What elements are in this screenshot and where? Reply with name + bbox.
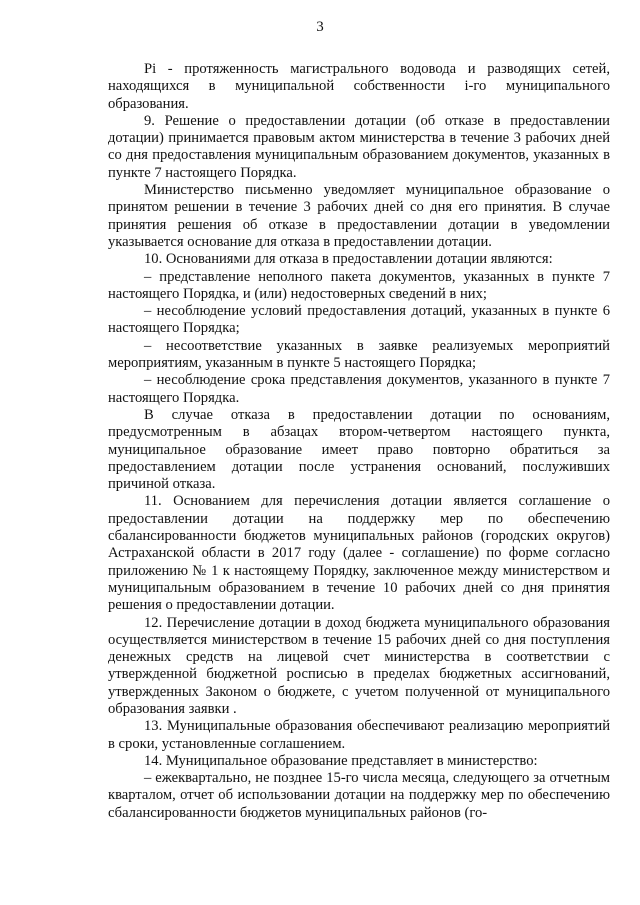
document-body	[108, 61, 610, 822]
paragraph: – несоответствие указанных в заявке реализуемых мероприятий мероприятиям, указанным в пункте 5 настоящего Порядка;	[108, 337, 610, 372]
paragraph: 13. Муниципальные образования обеспечивают реализацию мероприятий в сроки, установленные соглашением.	[108, 718, 610, 752]
paragraph: – представление неполного пакета документов, указанных в пункте 7 настоящего Порядка, и (или) недостоверных сведений в них;	[108, 268, 610, 302]
paragraph: Министерство письменно уведомляет муниципальное образование о принятом решении в течение 3 рабочих дней со дня его принятия. В случае принятия решения об отказе в предоставлении дотации в уведомлении указывается основание для отказа в предоставлении дотации.	[108, 182, 610, 250]
paragraph: – ежеквартально, не позднее 15-го числа месяца, следующего за отчетным кварталом, отчет об использовании дотации на поддержку мер по обеспечению сбалансированности бюджетов муниципальных районов (го-	[108, 770, 610, 821]
paragraph: 11. Основанием для перечисления дотации является соглашение о предоставлении дотации на поддержку мер по обеспечению сбалансированности бюджетов муниципальных районов (городских округов) Астраханской области в 2017 году (далее - соглашение) по форме согласно приложению № 1 к настоящему Порядку, заключенное между министерством и муниципальным образованием в течение 10 рабочих дней со дня принятия решения о предоставлении дотации.	[108, 493, 610, 614]
paragraph: – несоблюдение условий предоставления дотаций, указанных в пункте 6 настоящего Порядка;	[108, 303, 610, 337]
paragraph: – несоблюдение срока представления документов, указанного в пункте 7 настоящего Порядка.	[108, 372, 610, 406]
paragraph: Pi - протяженность магистрального водовода и разводящих сетей, находящихся в муниципальной собственности i-го муниципального образования.	[108, 61, 610, 112]
paragraph: 14. Муниципальное образование представляет в министерство:	[144, 752, 538, 769]
paragraph: 10. Основаниями для отказа в предоставлении дотации являются:	[144, 251, 553, 268]
paragraph: В случае отказа в предоставлении дотации по основаниям, предусмотренным в абзацах втором-четвертом настоящего пункта, муниципальное образование имеет право повторно обратиться за предоставлением дотации после устранения оснований, послуживших причиной отказа.	[108, 406, 610, 493]
paragraph: 12. Перечисление дотации в доход бюджета муниципального образования осуществляется министерством в течение 15 рабочих дней со дня поступления денежных средств на лицевой счет министерства в соответствии с утвержденной бюджетной росписью в пределах бюджетных ассигнований, утвержденных Законом о бюджете, с учетом полученной от муниципального образования заявки .	[108, 614, 610, 717]
page-number: 3	[316, 19, 324, 35]
paragraph: 9. Решение о предоставлении дотации (об отказе в предоставлении дотации) принимается правовым актом министерства в течение 3 рабочих дней со дня предоставления муниципальным образованием документов, указанных в пункте 7 настоящего Порядка.	[108, 112, 610, 181]
